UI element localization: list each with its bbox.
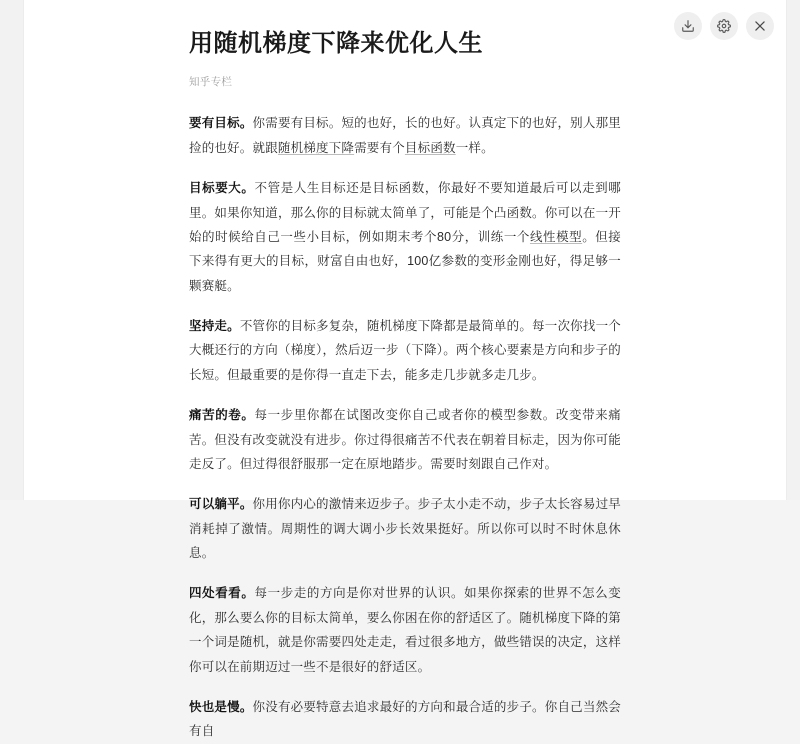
article-paragraph xyxy=(189,403,621,476)
article-paragraph xyxy=(189,695,621,744)
article-paragraph xyxy=(189,111,621,160)
paragraph-lead: 四处看看。 xyxy=(189,586,255,601)
paragraph-lead: 要有目标。 xyxy=(189,116,253,131)
paragraph-text: 你用你内心的激情来迈步子。步子太小走不动，步子太长容易过早消耗掉了激情。周期性的调大调小步长效果挺好。所以你可以时不时休息休息。 xyxy=(189,497,621,561)
article-paragraph xyxy=(189,492,621,565)
paragraph-text: 。但接下来得有更大的目标，财富自由也好，100亿参数的变形金刚也好，得足够一颗赛艇。 xyxy=(189,229,621,293)
paragraph-text: 你没有必要特意去追求最好的方向和最合适的步子。你自己当然会有自 xyxy=(189,699,621,739)
paragraph-lead: 可以躺平。 xyxy=(189,497,253,512)
paragraph-text: 每一步走的方向是你对世界的认识。如果你探索的世界不怎么变化，那么要么你的目标太简单，要么你困在你的舒适区了。随机梯度下降的第一个词是随机，就是你需要四处走走，看过很多地方，做些错误的决定，这样你可以在前期迈过一些不是很好的舒适区。 xyxy=(189,586,621,674)
article-body xyxy=(189,111,621,743)
paragraph-lead: 坚持走。 xyxy=(189,319,240,334)
paragraph-lead: 快也是慢。 xyxy=(189,699,253,714)
download-button[interactable] xyxy=(674,12,702,40)
page-gutter-right xyxy=(786,0,800,500)
article-container xyxy=(189,18,621,744)
download-icon xyxy=(681,19,695,33)
inline-link[interactable]: 目标函数 xyxy=(404,140,456,155)
paragraph-text: 你需要有目标。短的也好，长的也好。认真定下的也好，别人那里捡的也好。就跟 xyxy=(189,116,621,155)
paragraph-text: 不管你的目标多复杂，随机梯度下降都是最简单的。每一次你找一个大概还行的方向（梯度），然后迈一步（下降）。两个核心要素是方向和步子的长短。但最重要的是你得一直走下去，能多走几步就多走几步。 xyxy=(189,319,622,382)
close-icon xyxy=(753,19,767,33)
paragraph-text: 需要有个 xyxy=(354,140,405,155)
reader-toolbar xyxy=(674,12,774,40)
page-gutter-left xyxy=(0,0,24,500)
paragraph-lead: 痛苦的卷。 xyxy=(189,408,255,423)
close-button[interactable] xyxy=(746,12,774,40)
paragraph-lead: 目标要大。 xyxy=(189,181,255,196)
paragraph-text: 一样。 xyxy=(455,140,494,155)
article-scroll-area[interactable] xyxy=(24,0,786,739)
inline-link[interactable]: 线性模型 xyxy=(529,229,583,244)
gear-icon xyxy=(717,19,731,33)
page-title: 用随机梯度下降来优化人生 xyxy=(189,30,483,57)
article-paragraph xyxy=(189,314,621,387)
article-paragraph xyxy=(189,176,621,298)
paragraph-text: 每一步里你都在试图改变你自己或者你的模型参数。改变带来痛苦。但没有改变就没有进步。你过得很痛苦不代表在朝着目标走，因为你可能走反了。但过得很舒服那一定在原地踏步。需要时刻跟自己作对。 xyxy=(189,408,621,471)
paragraph-text: 不管是人生目标还是目标函数，你最好不要知道最后可以走到哪里。如果你知道，那么你的目标就太简单了，可能是个凸函数。你可以在一开始的时候给自己一些小目标，例如期末考个80分，训练一个 xyxy=(189,181,621,244)
inline-link[interactable]: 随机梯度下降 xyxy=(277,140,355,155)
article-source: 知乎专栏 xyxy=(189,76,233,89)
settings-button[interactable] xyxy=(710,12,738,40)
article-paragraph xyxy=(189,581,621,679)
